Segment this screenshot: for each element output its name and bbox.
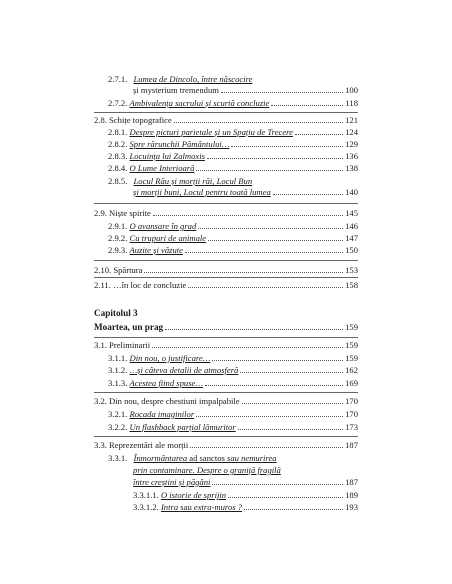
toc-entry-3-1-2 — [108, 365, 358, 375]
toc-entry-2-8 — [94, 115, 358, 125]
entry-page: 170 — [345, 396, 358, 406]
entry-title: Spărtura — [113, 265, 143, 275]
entry-page: 136 — [345, 151, 358, 161]
entry-number: 3.3.1.2. — [133, 502, 159, 512]
chapter-heading: Capitolul 3 — [94, 308, 138, 318]
entry-number: 2.8. — [94, 115, 107, 125]
leader-dots — [152, 347, 343, 348]
entry-title: Un flashback parțial lămuritor — [129, 422, 236, 432]
entry-title: Spre rărunchii Pământului… — [129, 139, 230, 149]
entry-number: 3.1.1. — [108, 353, 128, 363]
toc-entry-3-3 — [94, 440, 358, 450]
leader-dots — [207, 158, 343, 159]
separator-line — [94, 436, 358, 437]
entry-page: 159 — [345, 322, 358, 332]
toc-entry-3-3-1-2 — [133, 502, 358, 512]
entry-page: 159 — [345, 353, 358, 363]
leader-dots — [208, 240, 343, 241]
entry-title: Din nou, despre chestiuni impalpabile — [109, 396, 240, 406]
entry-title-cont: și morții buni, Locul pentru toată lumea — [133, 187, 271, 197]
toc-entry-2-11 — [94, 280, 358, 290]
entry-page: 169 — [345, 378, 358, 388]
leader-dots — [190, 447, 343, 448]
entry-title: Schițe topografice — [109, 115, 172, 125]
entry-number: 2.11. — [94, 280, 111, 290]
entry-number: 2.8.2. — [108, 139, 128, 149]
leader-dots — [188, 287, 343, 288]
leader-dots — [198, 228, 343, 229]
toc-entry-3-1-1 — [108, 353, 358, 363]
entry-number: 2.8.3. — [108, 151, 128, 161]
entry-title: Auzite și văzute — [129, 245, 183, 255]
leader-dots — [205, 385, 343, 386]
entry-title: Niște spirite — [109, 208, 151, 218]
entry-title: O avansare în grad — [129, 221, 197, 231]
toc-entry-3-1 — [94, 340, 358, 350]
entry-title: Cu trupuri de animale — [129, 233, 207, 243]
entry-number: 2.9. — [94, 208, 107, 218]
entry-title: …și câteva detalii de atmosferă — [129, 365, 239, 375]
leader-dots — [144, 272, 343, 273]
entry-page: 121 — [345, 115, 358, 125]
toc-entry-2-9-2 — [108, 233, 358, 243]
chapter-title: Moartea, un prag — [94, 322, 164, 332]
entry-number: 2.8.1. — [108, 127, 128, 137]
entry-number: 3.3. — [94, 440, 107, 450]
entry-title: Locuința lui Zalmoxis — [129, 151, 205, 161]
toc-entry-chapter-3 — [94, 322, 358, 332]
entry-title: Din nou, o justificare… — [129, 353, 211, 363]
entry-page: 187 — [345, 440, 358, 450]
leader-dots — [153, 215, 343, 216]
entry-title-part: sau nemurirea — [227, 453, 277, 463]
entry-title: Despre picturi parietale și un Spațiu de Trecere — [129, 127, 293, 137]
toc-entry-2-8-2 — [108, 139, 358, 149]
entry-page: 146 — [345, 221, 358, 231]
toc-entry-2-8-5-cont — [133, 187, 358, 197]
entry-number: 3.1.3. — [108, 378, 128, 388]
separator-line — [94, 203, 358, 204]
entry-page: 170 — [345, 409, 358, 419]
entry-number: 2.7.2. — [108, 98, 128, 108]
entry-title-cont: între creștini și păgâni — [133, 477, 211, 487]
toc-entry-2-7-1 — [108, 74, 358, 84]
entry-number: 2.8.5. — [108, 176, 128, 186]
leader-dots — [221, 92, 343, 93]
toc-entry-3-3-1-cont — [133, 465, 358, 475]
leader-dots — [295, 134, 343, 135]
entry-title-cont: și mysterium tremendum — [133, 85, 219, 95]
entry-page: 159 — [345, 340, 358, 350]
entry-number: 3.1.2. — [108, 365, 128, 375]
entry-title: Lumea de Dincolo, între născocire — [133, 74, 253, 84]
toc-entry-3-2-1 — [108, 409, 358, 419]
toc-entry-2-9 — [94, 208, 358, 218]
toc-entry-2-8-1 — [108, 127, 358, 137]
entry-title: Locul Rău și morții răi, Locul Bun — [133, 176, 253, 186]
leader-dots — [231, 146, 343, 147]
entry-page: 193 — [345, 502, 358, 512]
entry-number: 2.9.2. — [108, 233, 128, 243]
entry-page: 138 — [345, 163, 358, 173]
entry-number: 2.10. — [94, 265, 112, 275]
entry-title-cont: prin contaminare. Despre o graniță fragilă — [133, 465, 281, 475]
leader-dots — [174, 122, 343, 123]
entry-number: 2.9.3. — [108, 245, 128, 255]
entry-page: 150 — [345, 245, 358, 255]
entry-title-part: ad sanctos — [187, 453, 227, 463]
entry-title: Preliminarii — [109, 340, 151, 350]
entry-title: Rocada imaginilor — [129, 409, 195, 419]
entry-page: 124 — [345, 127, 358, 137]
entry-title-part: sau — [180, 502, 192, 512]
entry-page: 173 — [345, 422, 358, 432]
entry-number: 3.3.1.1. — [133, 490, 159, 500]
toc-entry-2-9-1 — [108, 221, 358, 231]
entry-title: Reprezentări ale morții — [109, 440, 189, 450]
entry-number: 2.8.4. — [108, 163, 128, 173]
entry-number: 3.1. — [94, 340, 107, 350]
entry-page: 158 — [345, 280, 358, 290]
toc-entry-2-9-3 — [108, 245, 358, 255]
entry-number: 2.7.1. — [108, 74, 128, 84]
entry-title: …în loc de concluzie — [113, 280, 187, 290]
separator-line — [94, 277, 358, 278]
entry-page: 118 — [345, 98, 358, 108]
entry-page: 162 — [345, 365, 358, 375]
separator-line — [94, 112, 358, 113]
entry-title-part: extra-muros ? — [191, 502, 243, 512]
toc-entry-2-7-1-cont — [133, 85, 358, 95]
toc-entry-3-3-1 — [108, 453, 358, 463]
toc-entry-3-2 — [94, 396, 358, 406]
leader-dots — [212, 484, 343, 485]
entry-title: O istorie de sprijin — [160, 490, 227, 500]
entry-page: 147 — [345, 233, 358, 243]
entry-title: O Lume Interioară — [129, 163, 195, 173]
leader-dots — [242, 403, 344, 404]
entry-number: 3.2.1. — [108, 409, 128, 419]
leader-dots — [165, 329, 343, 330]
entry-page: 145 — [345, 208, 358, 218]
toc-entry-3-2-2 — [108, 422, 358, 432]
entry-title-part: Intra — [160, 502, 181, 512]
leader-dots — [271, 105, 343, 106]
toc-entry-3-3-1-cont2 — [133, 477, 358, 487]
entry-number: 3.3.1. — [108, 453, 128, 463]
entry-page: 140 — [345, 187, 358, 197]
toc-entry-2-8-5 — [108, 176, 358, 186]
entry-page: 100 — [345, 85, 358, 95]
toc-entry-2-8-4 — [108, 163, 358, 173]
toc-entry-2-8-3 — [108, 151, 358, 161]
separator-line — [94, 337, 358, 338]
entry-page: 129 — [345, 139, 358, 149]
entry-number: 3.2. — [94, 396, 107, 406]
leader-dots — [196, 170, 343, 171]
entry-title-part: Înmormântarea — [133, 453, 188, 463]
leader-dots — [238, 429, 343, 430]
separator-line — [94, 392, 358, 393]
entry-page: 153 — [345, 265, 358, 275]
leader-dots — [185, 252, 343, 253]
leader-dots — [212, 360, 343, 361]
toc-entry-3-3-1-1 — [133, 490, 358, 500]
entry-title: Acestea fiind spuse… — [129, 378, 204, 388]
entry-number: 2.9.1. — [108, 221, 128, 231]
leader-dots — [273, 194, 343, 195]
toc-entry-2-10 — [94, 265, 358, 275]
separator-line — [94, 260, 358, 261]
leader-dots — [196, 416, 343, 417]
entry-page: 187 — [345, 477, 358, 487]
entry-page: 189 — [345, 490, 358, 500]
leader-dots — [244, 509, 343, 510]
entry-title: Ambivalența sacrului și scurtă concluzie — [129, 98, 270, 108]
leader-dots — [240, 372, 343, 373]
toc-entry-2-7-2 — [108, 98, 358, 108]
toc-entry-3-1-3 — [108, 378, 358, 388]
leader-dots — [228, 497, 343, 498]
entry-number: 3.2.2. — [108, 422, 128, 432]
